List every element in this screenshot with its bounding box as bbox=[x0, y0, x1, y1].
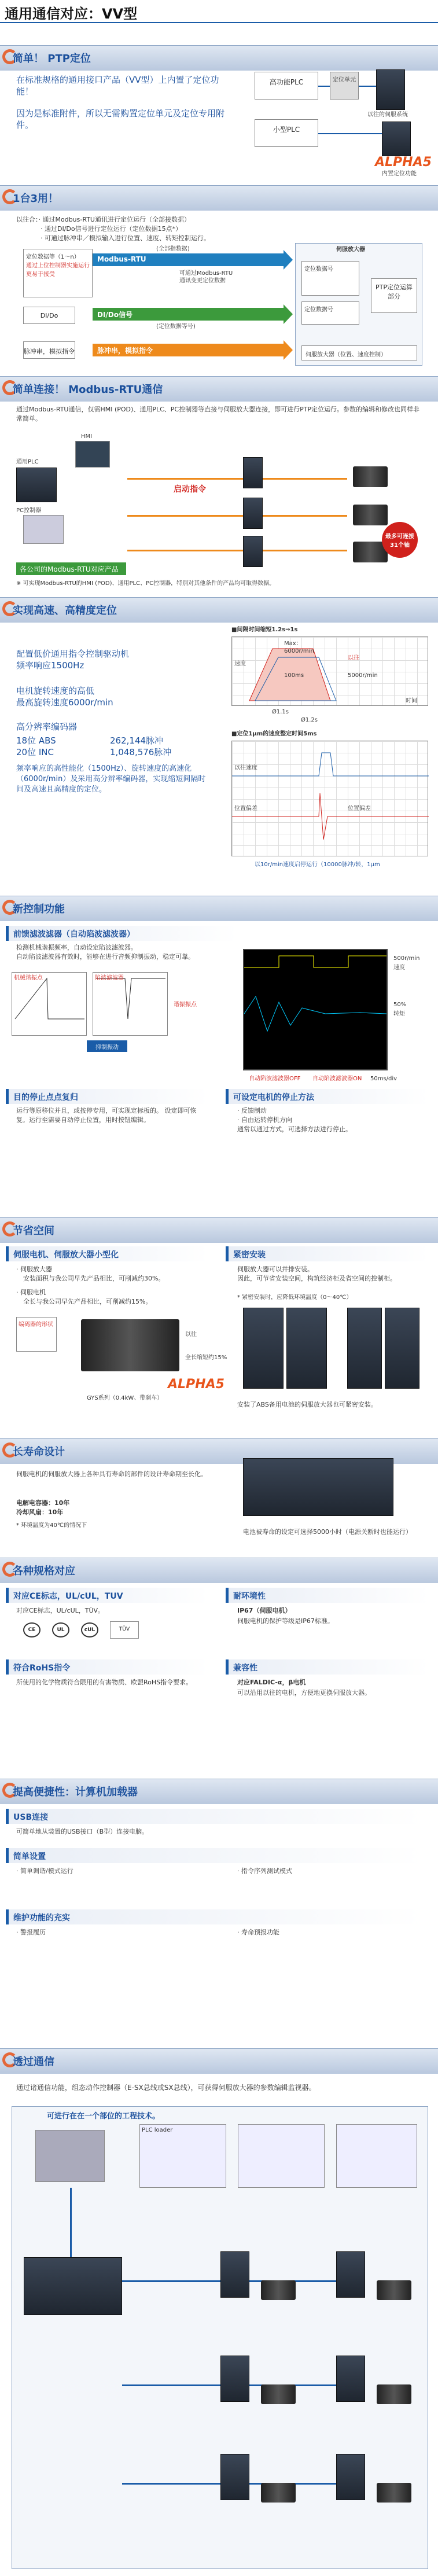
chart1: Max： 6000r/min 以往 5000r/min 100ms 速度 时间 bbox=[231, 636, 428, 706]
speed-desc: 频率响应的高性能化（1500Hz）、旋转速度的高速化（6000r/min）及采用高分辨率编码器，实现缩短间隔时间及高速且高精度的定位。 bbox=[16, 764, 206, 794]
notch-text-2: 自动陷波滤波器有效时，能够在进行音频抑制振动，稳定可靠。 bbox=[16, 953, 194, 961]
section-heading: 提高便捷性：计算机加载器 bbox=[13, 1786, 138, 1798]
modbus-arrow: Modbus-RTU bbox=[93, 253, 284, 266]
old-system-label: 以往的伺服系统 bbox=[367, 112, 408, 118]
amp bbox=[336, 2251, 365, 2298]
stop-3: 通常以通过方式，可选择方法进行停止。 bbox=[237, 1125, 352, 1133]
servo-amp-image-2 bbox=[382, 122, 411, 156]
notch-subheading: 前馈滤波滤器（自动陷波滤波器） bbox=[6, 926, 237, 941]
motor-title: · 伺服电机 bbox=[16, 1289, 46, 1296]
section-heading: 各种规格对应 bbox=[13, 1565, 75, 1577]
section-control bbox=[0, 896, 438, 921]
osc-torque-label: 转矩 bbox=[393, 1011, 405, 1017]
amp-desc: 安装面积与我公司早先产品相比，可削减约30%。 bbox=[23, 1275, 165, 1282]
life-note: * 环境温度为40℃的情况下 bbox=[16, 1522, 87, 1529]
usb-desc: 可简单地从装置的USB接口（B型）连接电脑。 bbox=[16, 1828, 149, 1835]
section-loader bbox=[0, 1779, 438, 1804]
alpha5-logo-2: ALPHA5 bbox=[168, 1377, 224, 1392]
motor-caption: GYS系列（0.4kW、带刹车） bbox=[87, 1395, 163, 1401]
ce-desc: 对应CE标志，UL/cUL，TÜV。 bbox=[16, 1607, 105, 1614]
fan-life: 冷却风扇：10年 bbox=[16, 1508, 64, 1516]
section-heading: 节省空间 bbox=[13, 1225, 54, 1237]
setup-1: · 简单调谐/模式运行 bbox=[16, 1867, 73, 1875]
capacitor-life: 电解电容器：10年 bbox=[16, 1499, 70, 1507]
unit-box: 定位单元 bbox=[330, 72, 359, 100]
dido-arrow: DI/Do信号 bbox=[93, 308, 284, 321]
cable bbox=[127, 478, 347, 480]
encoder-box: 编码器的形状 bbox=[16, 1317, 57, 1352]
amp-image bbox=[243, 1308, 284, 1389]
plc-rack bbox=[24, 2257, 122, 2315]
amp-image bbox=[286, 1308, 327, 1389]
link-line bbox=[70, 2188, 72, 2257]
motor bbox=[261, 2384, 296, 2404]
footer-banner: 各公司的Modbus-RTU对应产品 bbox=[16, 562, 126, 575]
life-desc: 伺服电机的伺服放大器上各种具有寿命的部件的设计寿命期至长化。 bbox=[16, 1470, 207, 1478]
ptp-text-1: 在标准规格的通用接口产品（VV型）上内置了定位功能！ bbox=[16, 75, 219, 97]
resonance-chart: 机械谐振点 bbox=[12, 972, 87, 1036]
pc-image bbox=[23, 515, 64, 544]
amp bbox=[243, 457, 263, 488]
compat-subheading: 兼容性 bbox=[226, 1659, 428, 1675]
section-comm bbox=[0, 2048, 438, 2074]
pc-label: PC控制器 bbox=[16, 507, 42, 514]
modbus-note: ※ 可实现Modbus-RTU的HMI (POD)、通用PLC、PC控制器，特别对其他条件的产品均可取得数据。 bbox=[16, 580, 275, 587]
line-1: 以往合：· 通过Modbus-RTU通讯进行定位运行（全部接数据） bbox=[16, 216, 190, 223]
ce-subheading: 对应CE标志，UL/cUL，TUV bbox=[6, 1588, 208, 1603]
t-new: Ø1.1s bbox=[272, 709, 289, 715]
maint-2: · 寿命预报功能 bbox=[237, 1929, 279, 1936]
res-2-value: 1,048,576脉冲 bbox=[110, 747, 172, 757]
data-box: 定位数据等（1～n） 通过上位控制器实施运行 更易于接受 bbox=[23, 249, 93, 297]
close-3: 安装了ABS备用电池的伺服放大器也可紧密安装。 bbox=[237, 1401, 377, 1408]
chart2-title: ■定位1μm的速度整定时间5ms bbox=[231, 731, 317, 737]
section-heading: 实现高速、高精度定位 bbox=[13, 605, 117, 617]
amp-image bbox=[385, 1308, 419, 1389]
chart1-title: ■间隔时间缩短1.2s⇒1s bbox=[231, 627, 298, 633]
oscilloscope bbox=[243, 949, 388, 1070]
section-modbus bbox=[0, 376, 438, 402]
faldic: 对应FALDIC-α，β电机 bbox=[237, 1679, 306, 1686]
rohs-desc: 所使用的化学物质符合限用的有害物质、欧盟RoHS指令要求。 bbox=[16, 1679, 193, 1686]
ce-mark-icon: CE bbox=[23, 1622, 41, 1637]
loader-window-1: PLC loader bbox=[139, 2124, 226, 2188]
motor bbox=[377, 2384, 411, 2404]
cul-mark-icon: cUL bbox=[81, 1622, 98, 1637]
max-axes-badge: 最多可连接 31个轴 bbox=[382, 522, 418, 558]
notch-text-1: 检测机械谐振频率，自动设定陷波滤波器。 bbox=[16, 944, 137, 951]
section-heading: 透过通信 bbox=[13, 2056, 54, 2068]
resonance-label: 谐振振点 bbox=[174, 1002, 197, 1008]
small-subheading: 伺服电机、伺服放大器小型化 bbox=[6, 1246, 208, 1261]
notch-off: 自动陷波滤波器OFF bbox=[249, 1076, 301, 1082]
section-heading: 新控制功能 bbox=[13, 903, 65, 915]
amp bbox=[243, 536, 263, 567]
section-heading: 简单！ PTP定位 bbox=[13, 53, 91, 65]
tuv-mark-icon: TÜV bbox=[110, 1621, 139, 1639]
spec-a2: 频率响应1500Hz bbox=[16, 660, 84, 671]
ptp-text-2: 因为是标准附件，所以无需购置定位单元及定位专用附件。 bbox=[16, 108, 225, 130]
spec-b: 电机旋转速度的高低 bbox=[16, 686, 95, 696]
alpha-sub: 内置定位功能 bbox=[382, 171, 417, 177]
section-heading: 1台3用！ bbox=[13, 193, 59, 205]
motor-shorter: 全长缩短约15% bbox=[185, 1355, 227, 1361]
notch-chart: 陷波滤波器 bbox=[93, 972, 168, 1036]
amp-row-image bbox=[243, 1458, 393, 1516]
servo-diagram: 伺服放大器 定位数据号 定位数据号 PTP定位运算部分 伺服放大器（位置、速度控制） bbox=[295, 243, 422, 366]
alpha5-logo: ALPHA5 bbox=[375, 155, 432, 170]
amp bbox=[220, 2356, 249, 2402]
amp bbox=[243, 498, 263, 529]
motor-old: 以往 bbox=[185, 1331, 197, 1338]
link-line bbox=[318, 133, 382, 134]
line-2: · 通过DI/Do信号进行定位运行（定位数据15点*） bbox=[41, 225, 182, 233]
chart2: 以往速度 位置偏差 位置偏差 bbox=[231, 741, 428, 856]
cable bbox=[127, 550, 347, 551]
laptop-image bbox=[35, 2130, 105, 2182]
stop-subheading: 可设定电机的停止方法 bbox=[226, 1089, 428, 1104]
osc-speed: 500r/min bbox=[393, 955, 420, 962]
amp bbox=[220, 2454, 249, 2500]
mb-note: 通讯变更定位数据 bbox=[179, 278, 226, 284]
motor bbox=[353, 466, 388, 487]
servo-amp-image bbox=[376, 69, 405, 110]
return-subheading: 目的停止点点复归 bbox=[6, 1089, 208, 1104]
osc-speed-label: 速度 bbox=[393, 965, 405, 971]
cable bbox=[127, 515, 347, 517]
comm-desc: 通过诸通信功能，组态动作控制器（E-SX总线或SX总线），可获得伺服放大器的参数编辑监视器。 bbox=[16, 2084, 316, 2092]
section-three-in-one bbox=[0, 185, 438, 211]
rohs-subheading: 符合RoHS指令 bbox=[6, 1659, 208, 1675]
plc-image bbox=[16, 468, 57, 502]
maint-1: · 警报履历 bbox=[16, 1929, 46, 1936]
page-title: 通用通信对应：VV型 bbox=[0, 0, 438, 23]
close-2: 因此，可节省安装空间，构筑经济柜及省空间的控制柜。 bbox=[237, 1275, 396, 1282]
setup-2: · 指令序列测试模式 bbox=[237, 1867, 292, 1875]
spec-a: 配置低价通用指令控制驱动机 bbox=[16, 649, 130, 659]
plc-label: 通用PLC bbox=[16, 459, 39, 465]
notch-on: 自动陷波滤波器ON bbox=[312, 1076, 362, 1082]
chart2-caption: 以10r/min速度启停运行（10000脉冲/转，1μm bbox=[255, 862, 380, 868]
section-specs bbox=[0, 1558, 438, 1583]
close-1: 伺服放大器可以并排安装。 bbox=[237, 1265, 314, 1273]
amp bbox=[220, 2251, 249, 2298]
res-1-label: 18位 ABS bbox=[16, 735, 56, 746]
mb-note: 可通过Modbus-RTU bbox=[179, 270, 233, 277]
close-note: * 紧密安装时，应降低环境温度（0～40℃） bbox=[237, 1294, 352, 1301]
mb-sub: (全部指数据) bbox=[156, 246, 190, 252]
motor bbox=[353, 505, 388, 525]
suppress-label: 抑制振动 bbox=[87, 1040, 127, 1052]
amp bbox=[336, 2454, 365, 2500]
close-subheading: 紧密安装 bbox=[226, 1246, 428, 1261]
stop-1: · 反馈制动 bbox=[237, 1107, 267, 1114]
res-2-label: 20位 INC bbox=[16, 747, 54, 757]
loader-window-3 bbox=[336, 2124, 417, 2188]
motor-desc: 全长与我公司早先产品相比，可削减约15%。 bbox=[23, 1298, 152, 1305]
motor bbox=[377, 2280, 411, 2300]
line-3: · 可通过脉冲串／模拟输入进行位置、速度、转矩控制运行。 bbox=[41, 234, 210, 242]
link-line bbox=[359, 86, 376, 87]
ip67-desc: 伺服电机的保护等级是IP67标准。 bbox=[237, 1617, 334, 1625]
amp-title: · 伺服放大器 bbox=[16, 1265, 52, 1273]
small-plc-box: 小型PLC bbox=[255, 119, 318, 147]
start-cmd: 启动指令 bbox=[174, 485, 206, 494]
return-text: 运行等原移位并且，或按停专用，可实现定标板的。 设定即可恢复。运行至需要自动停止位置，用时按钮编辑。 bbox=[16, 1107, 197, 1124]
t-old: Ø1.2s bbox=[301, 717, 318, 723]
setup-subheading: 简单设置 bbox=[6, 1848, 422, 1863]
motor bbox=[261, 2280, 296, 2300]
amp-image bbox=[347, 1308, 382, 1389]
section-heading: 简单连接！ Modbus-RTU通信 bbox=[13, 384, 163, 396]
amp bbox=[336, 2356, 365, 2402]
dido-sub: (定位数据等号) bbox=[156, 323, 196, 330]
ip67: IP67（伺服电机） bbox=[237, 1607, 292, 1614]
osc-torque: 50% bbox=[393, 1002, 407, 1008]
motor-image bbox=[81, 1319, 179, 1371]
pulse-arrow: 脉冲串，模拟指令 bbox=[93, 344, 284, 356]
dido-box: DI/Do bbox=[23, 307, 75, 324]
battery-desc: 电池被寿命的设定可选择5000小时（电源关断时也能运行） bbox=[243, 1528, 412, 1536]
hmi-label: HMI bbox=[81, 433, 93, 440]
usb-subheading: USB连接 bbox=[6, 1809, 422, 1824]
link-line bbox=[318, 86, 330, 87]
env-subheading: 耐环境性 bbox=[226, 1588, 428, 1603]
loader-window-2 bbox=[238, 2124, 325, 2188]
modbus-desc: 通过Modbus-RTU通信，仅需HMI (POD)、通用PLC、PC控制器等直接与伺服放大器连接，即可进行PTP定位运行。参数的编辑和修改也同样非常简单。 bbox=[16, 406, 420, 422]
spec-b2: 最高旋转速度6000r/min bbox=[16, 697, 113, 708]
motor bbox=[261, 2483, 296, 2503]
pulse-box: 脉冲串，模拟指令 bbox=[23, 341, 75, 359]
comm-diagram: 可进行在在一个部位的工程技术。 PLC loader bbox=[12, 2106, 428, 2569]
res-1-value: 262,144脉冲 bbox=[110, 735, 164, 746]
motor bbox=[377, 2483, 411, 2503]
ul-mark-icon: UL bbox=[52, 1622, 69, 1637]
section-ptp bbox=[0, 45, 438, 71]
stop-2: · 自由运转停机方向 bbox=[237, 1116, 292, 1124]
spec-c: 高分辨率编码器 bbox=[16, 722, 78, 732]
hmi-image bbox=[75, 441, 110, 468]
osc-time: 50ms/div bbox=[370, 1076, 397, 1082]
section-speed bbox=[0, 597, 438, 623]
plc-box: 高功能PLC bbox=[255, 72, 318, 100]
faldic-desc: 可以沿用以往的电机，方便地更换伺服放大器。 bbox=[237, 1689, 371, 1697]
section-space bbox=[0, 1217, 438, 1243]
section-heading: 长寿命设计 bbox=[13, 1446, 65, 1458]
maint-subheading: 维护功能的充实 bbox=[6, 1909, 422, 1924]
